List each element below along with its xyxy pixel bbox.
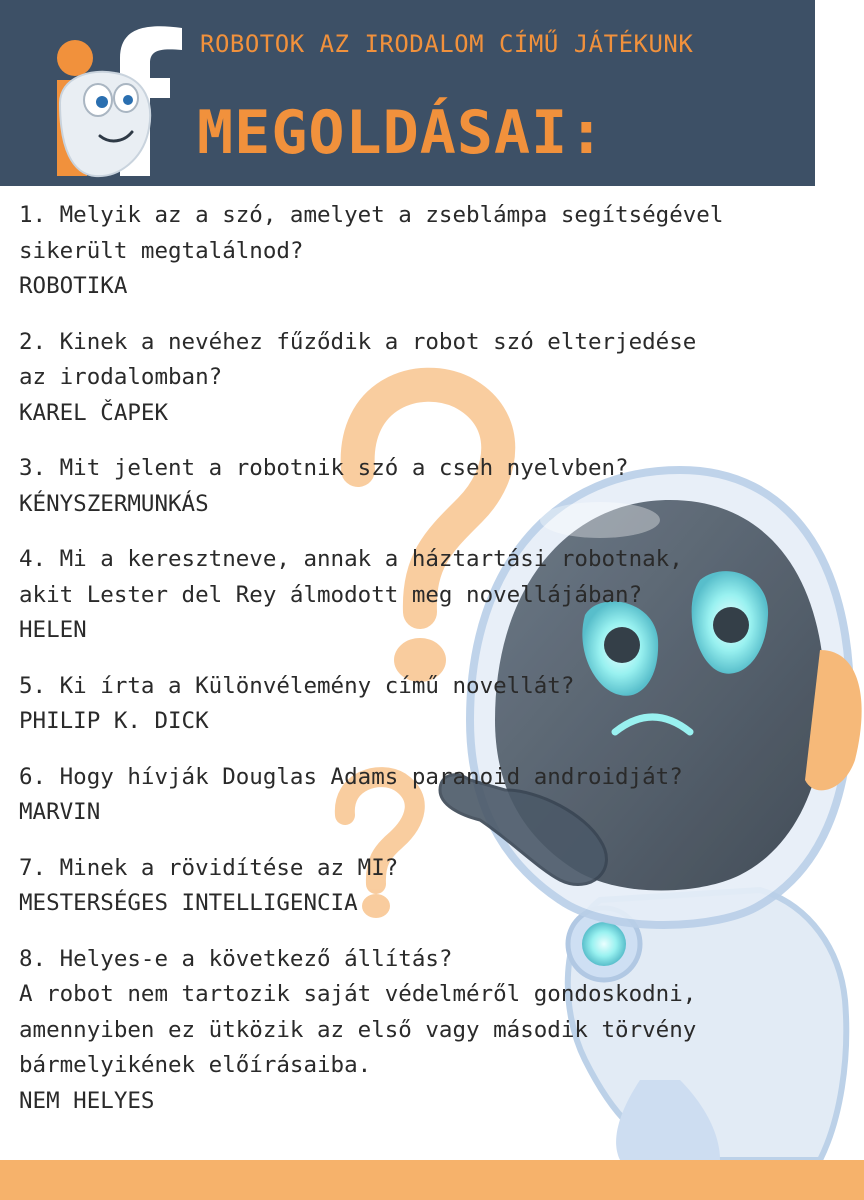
- question-text: 5. Ki írta a Különvélemény című novellát?: [19, 672, 575, 699]
- subtitle: ROBOTOK AZ IRODALOM CÍMŰ JÁTÉKUNK: [200, 30, 694, 58]
- question-text: amennyiben ez ütközik az első vagy második törvény: [19, 1016, 697, 1043]
- list-item: [19, 451, 854, 522]
- answers-list: [19, 198, 854, 1139]
- question-text: 1. Melyik az a szó, amelyet a zseblámpa segítségével: [19, 202, 724, 228]
- list-item: [19, 198, 854, 305]
- answer-text: MESTERSÉGES INTELLIGENCIA: [19, 890, 358, 916]
- question-text: A robot nem tartozik saját védelméről gondoskodni,: [19, 981, 697, 1007]
- page-title: MEGOLDÁSAI:: [197, 98, 606, 168]
- answer-text: KAREL ČAPEK: [19, 399, 169, 426]
- question-text: bármelyikének előírásaiba.: [19, 1052, 372, 1078]
- question-text: akit Lester del Rey álmodott meg novellájában?: [19, 581, 643, 608]
- answer-text: HELEN: [19, 617, 87, 643]
- answer-text: KÉNYSZERMUNKÁS: [19, 490, 209, 517]
- list-item: [19, 760, 854, 831]
- question-text: 4. Mi a keresztneve, annak a háztartási robotnak,: [19, 546, 683, 572]
- question-text: 2. Kinek a nevéhez fűződik a robot szó elterjedése: [19, 328, 697, 355]
- question-text: 8. Helyes-e a következő állítás?: [19, 945, 453, 972]
- header-banner: [0, 0, 815, 186]
- answer-text: NEM HELYES: [19, 1087, 155, 1114]
- question-text: 6. Hogy hívják Douglas Adams paranoid androidját?: [19, 763, 683, 790]
- question-text: az irodalomban?: [19, 364, 223, 390]
- question-text: 3. Mit jelent a robotnik szó a cseh nyelvben?: [19, 455, 629, 481]
- answer-text: MARVIN: [19, 799, 101, 825]
- list-item: [19, 851, 854, 922]
- question-text: 7. Minek a rövidítése az MI?: [19, 854, 399, 881]
- list-item: [19, 942, 854, 1120]
- list-item: [19, 325, 854, 432]
- list-item: [19, 542, 854, 649]
- answer-text: ROBOTIKA: [19, 273, 128, 299]
- question-text: sikerült megtalálnod?: [19, 237, 304, 264]
- footer-bar: [0, 1160, 864, 1200]
- list-item: [19, 669, 854, 740]
- answer-text: PHILIP K. DICK: [19, 708, 209, 734]
- if-mascot-logo-icon: [20, 18, 195, 178]
